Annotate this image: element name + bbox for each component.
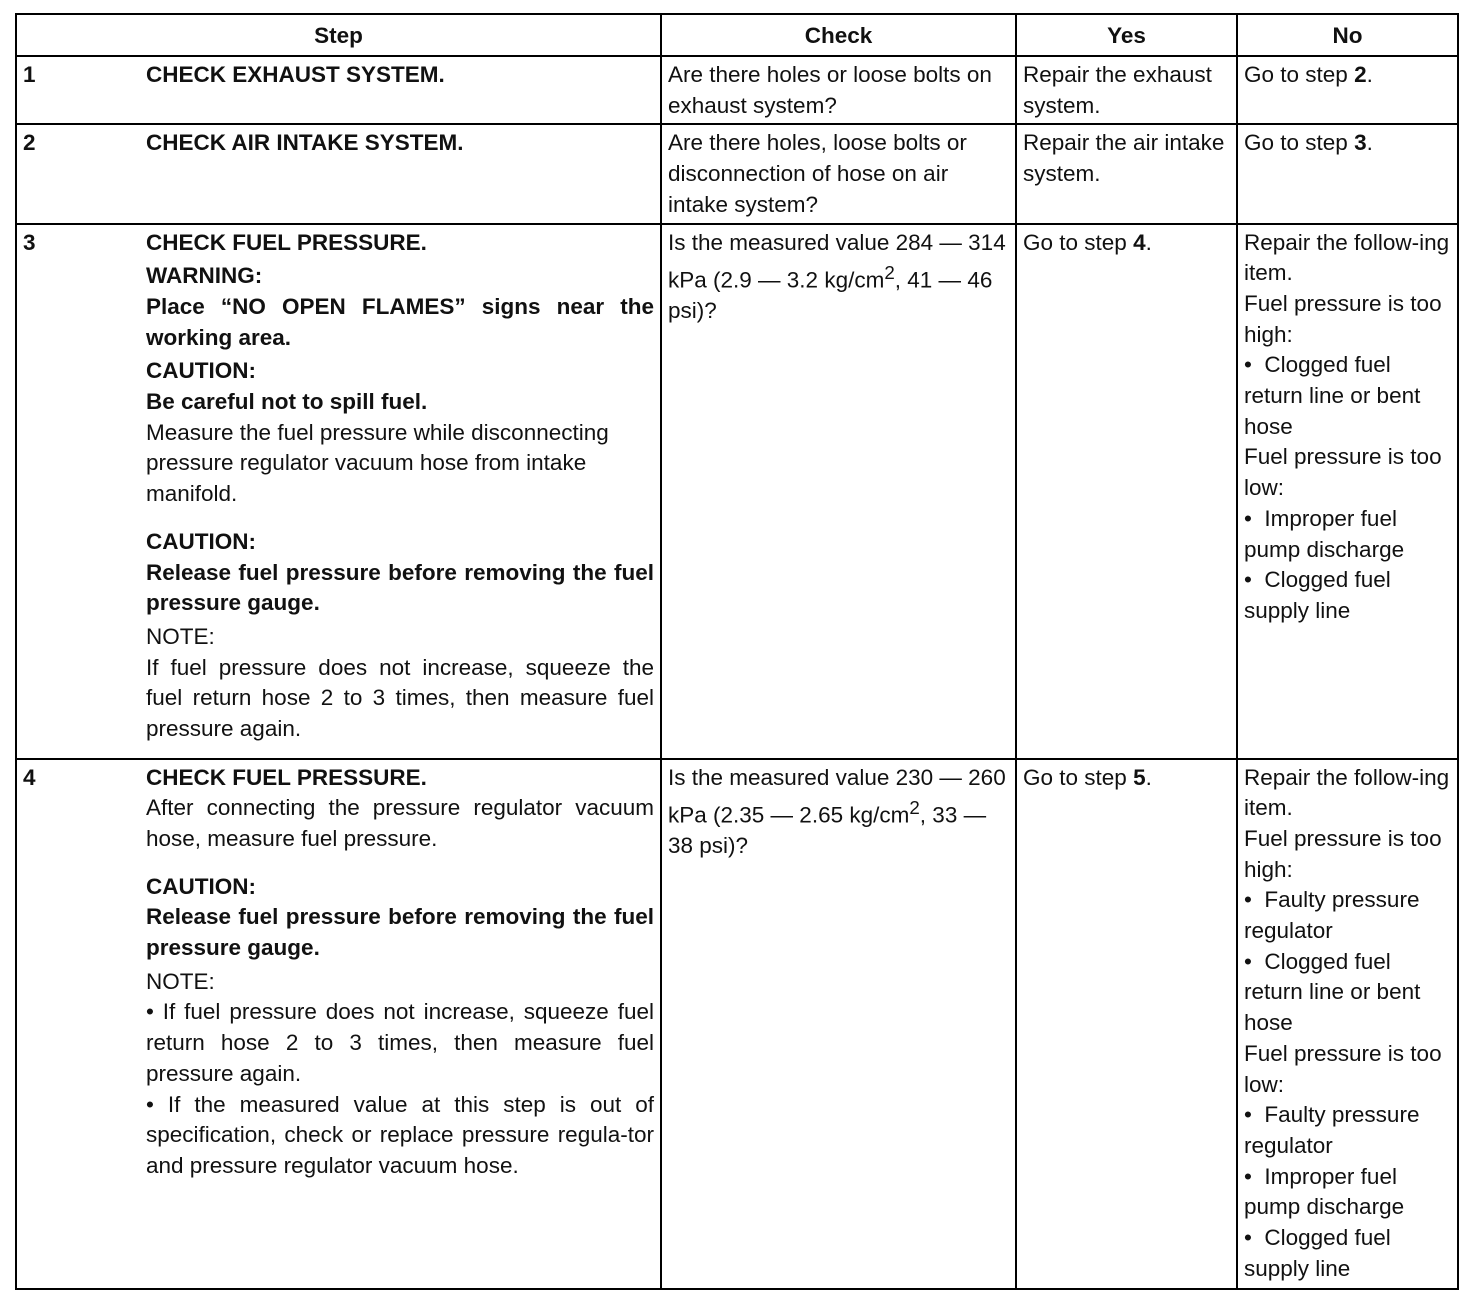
diagnosis-table	[15, 13, 1459, 1290]
check-text: Is the measured value 230 — 260 kPa (2.35 — 2.65 kg/cm	[668, 764, 1006, 828]
table-row	[16, 124, 1458, 223]
check-superscript: 2	[909, 797, 920, 819]
step-title: CHECK AIR INTAKE SYSTEM.	[146, 130, 464, 156]
header-step: Step	[16, 14, 661, 56]
check-cell: Are there holes or loose bolts on exhaust system?	[661, 56, 1016, 124]
no-low-label: Fuel pressure is too low:	[1244, 444, 1442, 501]
yes-cell: Repair the air intake system.	[1016, 124, 1237, 223]
yes-cell: Repair the exhaust system.	[1016, 56, 1237, 124]
no-step-ref: 2	[1354, 62, 1367, 87]
step-cell	[16, 759, 661, 1289]
table-row	[16, 56, 1458, 124]
yes-cell	[1016, 224, 1237, 759]
no-low-item: • Faulty pressure regulator	[1244, 1102, 1420, 1158]
check-text-end: , 33 — 38 psi)?	[668, 802, 987, 859]
step-cell	[16, 124, 661, 223]
check-cell	[661, 759, 1016, 1289]
warning-text: Place “NO OPEN FLAMES” signs near the working area.	[146, 293, 654, 350]
check-text-end: , 41 — 46 psi)?	[668, 267, 993, 324]
instruction-text: Measure the fuel pressure while disconnecting pressure regulator vacuum hose from intake manifold.	[146, 419, 609, 507]
step-number: 2	[23, 130, 36, 156]
caution-label: CAUTION:	[146, 528, 256, 554]
no-cell	[1237, 124, 1458, 223]
yes-step-ref: 4	[1133, 229, 1146, 255]
no-text: Go to step	[1244, 62, 1355, 87]
warning-label: WARNING:	[146, 263, 263, 289]
step-cell	[16, 224, 661, 759]
note-label: NOTE:	[146, 623, 215, 649]
no-high-item: • Clogged fuel return line or bent hose	[1244, 352, 1421, 439]
note-label: NOTE:	[146, 968, 215, 994]
no-high-label: Fuel pressure is too high:	[1244, 290, 1442, 347]
yes-suffix: .	[1145, 764, 1152, 790]
no-suffix: .	[1366, 130, 1373, 156]
no-text: Go to step	[1244, 130, 1355, 156]
step-number: 3	[23, 229, 36, 255]
no-high-item: • Clogged fuel return line or bent hose	[1244, 948, 1421, 1036]
no-low-item: • Clogged fuel supply line	[1244, 1225, 1391, 1281]
note-item: • If fuel pressure does not increase, squeeze fuel return hose 2 to 3 times, then measure fuel pressure again.	[146, 999, 654, 1086]
step-number: 1	[23, 62, 36, 87]
caution-text: Release fuel pressure before removing the fuel pressure gauge.	[146, 559, 654, 616]
no-intro: Repair the follow-ing item.	[1244, 764, 1450, 821]
table-row	[16, 759, 1458, 1289]
step-title: CHECK FUEL PRESSURE.	[146, 229, 427, 255]
step-number: 4	[23, 764, 36, 790]
no-low-item: • Improper fuel pump discharge	[1244, 505, 1405, 562]
table-row	[16, 224, 1458, 759]
instruction-text: After connecting the pressure regulator vacuum hose, measure fuel pressure.	[146, 795, 654, 851]
yes-cell	[1016, 759, 1237, 1289]
no-low-item: • Clogged fuel supply line	[1244, 567, 1391, 623]
table-header-row	[16, 14, 1458, 56]
note-text: If fuel pressure does not increase, squeeze the fuel return hose 2 to 3 times, then measure fuel pressure again.	[146, 654, 654, 742]
yes-step-ref: 5	[1133, 764, 1146, 790]
no-high-label: Fuel pressure is too high:	[1244, 825, 1442, 882]
no-cell	[1237, 759, 1458, 1289]
yes-text: Go to step	[1023, 229, 1134, 255]
check-cell	[661, 224, 1016, 759]
no-step-ref: 3	[1354, 130, 1367, 156]
yes-suffix: .	[1145, 229, 1152, 255]
no-cell	[1237, 224, 1458, 759]
check-text: Is the measured value 284 — 314 kPa (2.9 — 3.2 kg/cm	[668, 229, 1006, 293]
no-low-item: • Improper fuel pump discharge	[1244, 1163, 1405, 1220]
no-suffix: .	[1366, 62, 1373, 87]
no-cell	[1237, 56, 1458, 124]
caution-text: Release fuel pressure before removing the fuel pressure gauge.	[146, 904, 654, 961]
step-cell	[16, 56, 661, 124]
header-yes: Yes	[1016, 14, 1237, 56]
header-check: Check	[661, 14, 1016, 56]
header-no: No	[1237, 14, 1458, 56]
caution-text: Be careful not to spill fuel.	[146, 389, 428, 415]
check-superscript: 2	[884, 262, 895, 284]
caution-label: CAUTION:	[146, 873, 256, 899]
no-intro: Repair the follow-ing item.	[1244, 229, 1450, 286]
check-cell: Are there holes, loose bolts or disconnection of hose on air intake system?	[661, 124, 1016, 223]
yes-text: Go to step	[1023, 764, 1134, 790]
step-title: CHECK EXHAUST SYSTEM.	[146, 62, 445, 87]
no-low-label: Fuel pressure is too low:	[1244, 1040, 1442, 1097]
no-high-item: • Faulty pressure regulator	[1244, 887, 1420, 944]
note-item: • If the measured value at this step is out of specification, check or replace pressure regula-tor and pressure regulator vacuum hose.	[146, 1091, 654, 1178]
caution-label: CAUTION:	[146, 358, 256, 384]
step-title: CHECK FUEL PRESSURE.	[146, 764, 427, 790]
